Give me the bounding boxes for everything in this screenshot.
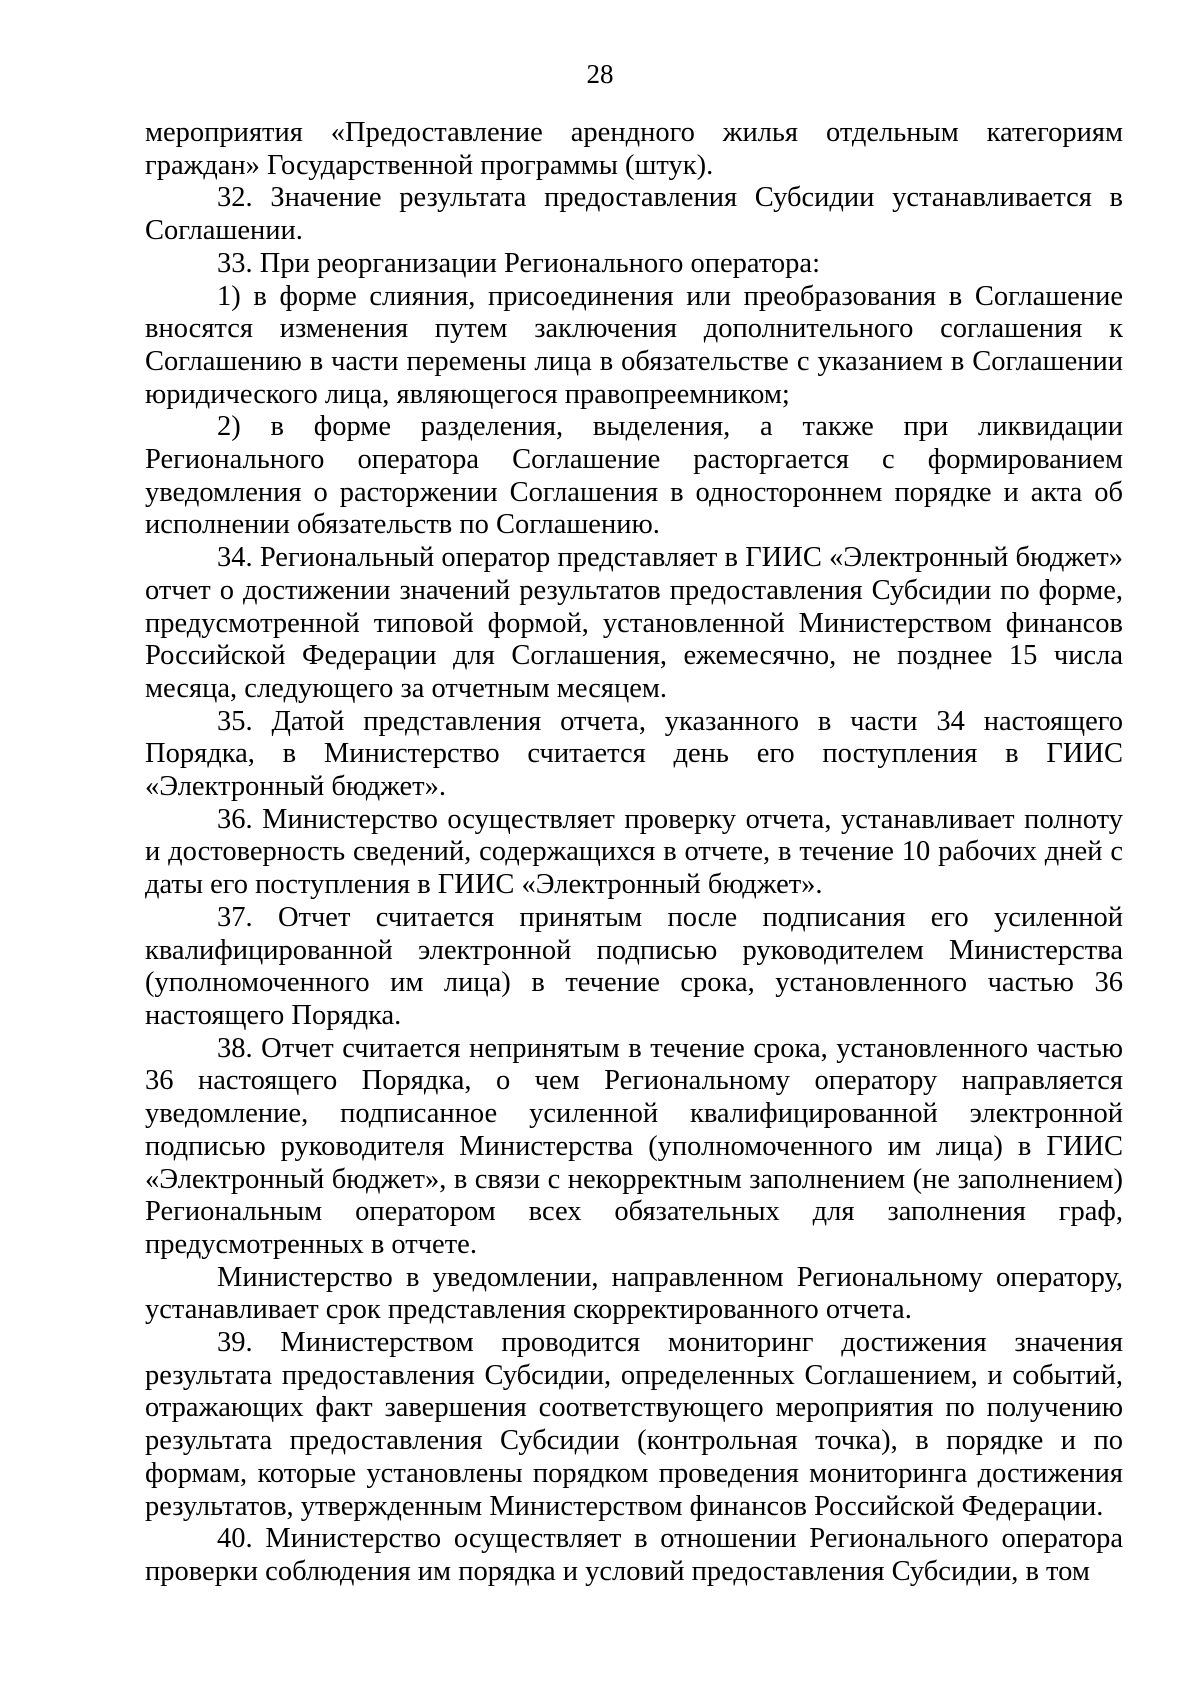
page-number: 28 (586, 59, 614, 89)
paragraph-34: 34. Региональный оператор представляет в ГИИС «Электронный бюджет» отчет о достижении значений результатов предоставления Субсидии по форме, предусмотренной типовой формой, установленной Министерством финансов Российской Федерации для Соглашения, ежемесячно, не позднее 15 числа месяца, следующего за отчетным месяцем. (145, 542, 1123, 704)
document-body (145, 117, 1123, 1589)
paragraph-36: 36. Министерство осуществляет проверку отчета, устанавливает полноту и достоверность сведений, содержащихся в отчете, в течение 10 рабочих дней с даты его поступления в ГИИС «Электронный бюджет». (145, 803, 1123, 901)
paragraph-33-item-1: 1) в форме слияния, присоединения или преобразования в Соглашение вносятся изменения путем заключения дополнительного соглашения к Соглашению в части перемены лица в обязательстве с указанием в Соглашении юридического лица, являющегося правопреемником; (145, 280, 1123, 410)
paragraph-38: 38. Отчет считается непринятым в течение срока, установленного частью 36 настоящего Порядка, о чем Региональному оператору направляется уведомление, подписанное усиленной квалифицированной электронной подписью руководителя Министерства (уполномоченного им лица) в ГИИС «Электронный бюджет», в связи с некорректным заполнением (не заполнением) Региональным оператором всех обязательных для заполнения граф, предусмотренных в отчете. (145, 1032, 1123, 1260)
paragraph-33-item-2: 2) в форме разделения, выделения, а также при ликвидации Регионального оператора Соглашение расторгается с формированием уведомления о расторжении Соглашения в одностороннем порядке и акта об исполнении обязательств по Соглашению. (145, 411, 1123, 541)
paragraph-37: 37. Отчет считается принятым после подписания его усиленной квалифицированной электронной подписью руководителем Министерства (уполномоченного им лица) в течение срока, установленного частью 36 настоящего Порядка. (145, 901, 1123, 1031)
paragraph-39: 39. Министерством проводится мониторинг достижения значения результата предоставления Субсидии, определенных Соглашением, и событий, отражающих факт завершения соответствующего мероприятия по получению результата предоставления Субсидии (контрольная точка), в порядке и по формам, которые установлены порядком проведения мониторинга достижения результатов, утвержденным Министерством финансов Российской Федерации. (145, 1327, 1123, 1522)
paragraph-38-note: Министерство в уведомлении, направленном Региональному оператору, устанавливает срок представления скорректированного отчета. (145, 1261, 1123, 1326)
paragraph-33: 33. При реорганизации Регионального оператора: (217, 247, 820, 279)
paragraph-35: 35. Датой представления отчета, указанного в части 34 настоящего Порядка, в Министерство считается день его поступления в ГИИС «Электронный бюджет». (145, 705, 1123, 803)
paragraph-continuation: мероприятия «Предоставление арендного жилья отдельным категориям граждан» Государственной программы (штук). (145, 117, 1123, 181)
paragraph-32: 32. Значение результата предоставления Субсидии устанавливается в Соглашении. (145, 182, 1123, 247)
paragraph-40: 40. Министерство осуществляет в отношении Регионального оператора проверки соблюдения им порядка и условий предоставления Субсидии, в том (145, 1523, 1123, 1587)
